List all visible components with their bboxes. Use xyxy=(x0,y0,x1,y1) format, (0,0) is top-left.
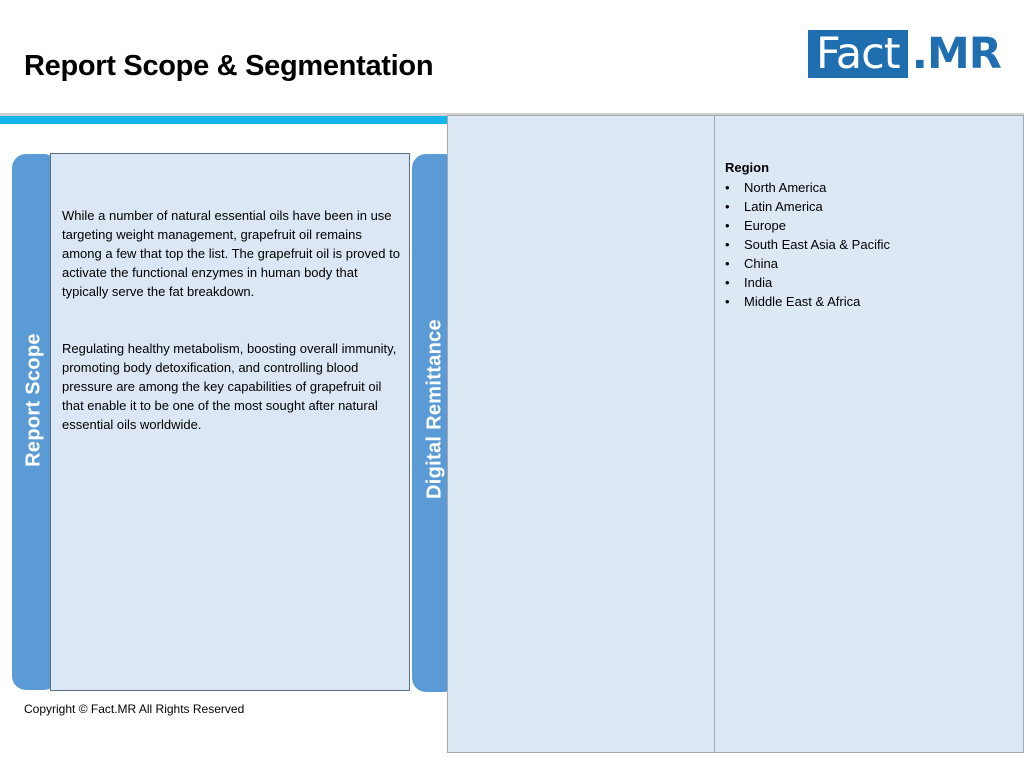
list-item: • South East Asia & Pacific xyxy=(725,235,890,254)
segmentation-column-1 xyxy=(447,115,715,753)
report-scope-panel xyxy=(50,153,410,691)
copyright-text: Copyright © Fact.MR All Rights Reserved xyxy=(24,702,245,716)
list-item: • Middle East & Africa xyxy=(725,292,890,311)
region-heading: Region xyxy=(725,160,770,175)
region-list xyxy=(725,178,890,311)
list-item: • North America xyxy=(725,178,890,197)
list-item: • Latin America xyxy=(725,197,890,216)
report-scope-tab-label: Report Scope xyxy=(22,333,45,467)
scope-paragraph-1: While a number of natural essential oils have been in use targeting weight management, grapefruit oil remains among a few that top the list. The grapefruit oil is proved to activate the functional enzymes in human body that typically serve the fat breakdown. xyxy=(62,208,400,299)
list-item: • Europe xyxy=(725,216,890,235)
fact-mr-logo xyxy=(808,30,1001,78)
list-item: • India xyxy=(725,273,890,292)
segmentation-column-2 xyxy=(714,115,1024,753)
digital-remittance-tab-label: Digital Remittance xyxy=(423,319,446,499)
logo-mr-text: .MR xyxy=(911,29,1001,79)
logo-fact-text: Fact xyxy=(808,30,908,78)
list-item: • China xyxy=(725,254,890,273)
header-accent-bar xyxy=(0,116,448,124)
page-title: Report Scope & Segmentation xyxy=(24,50,434,82)
scope-paragraph-2: Regulating healthy metabolism, boosting overall immunity, promoting body detoxification, and controlling blood pressure are among the key capabilities of grapefruit oil that enable it to be one of the most sought after natural essential oils worldwide. xyxy=(62,341,397,432)
